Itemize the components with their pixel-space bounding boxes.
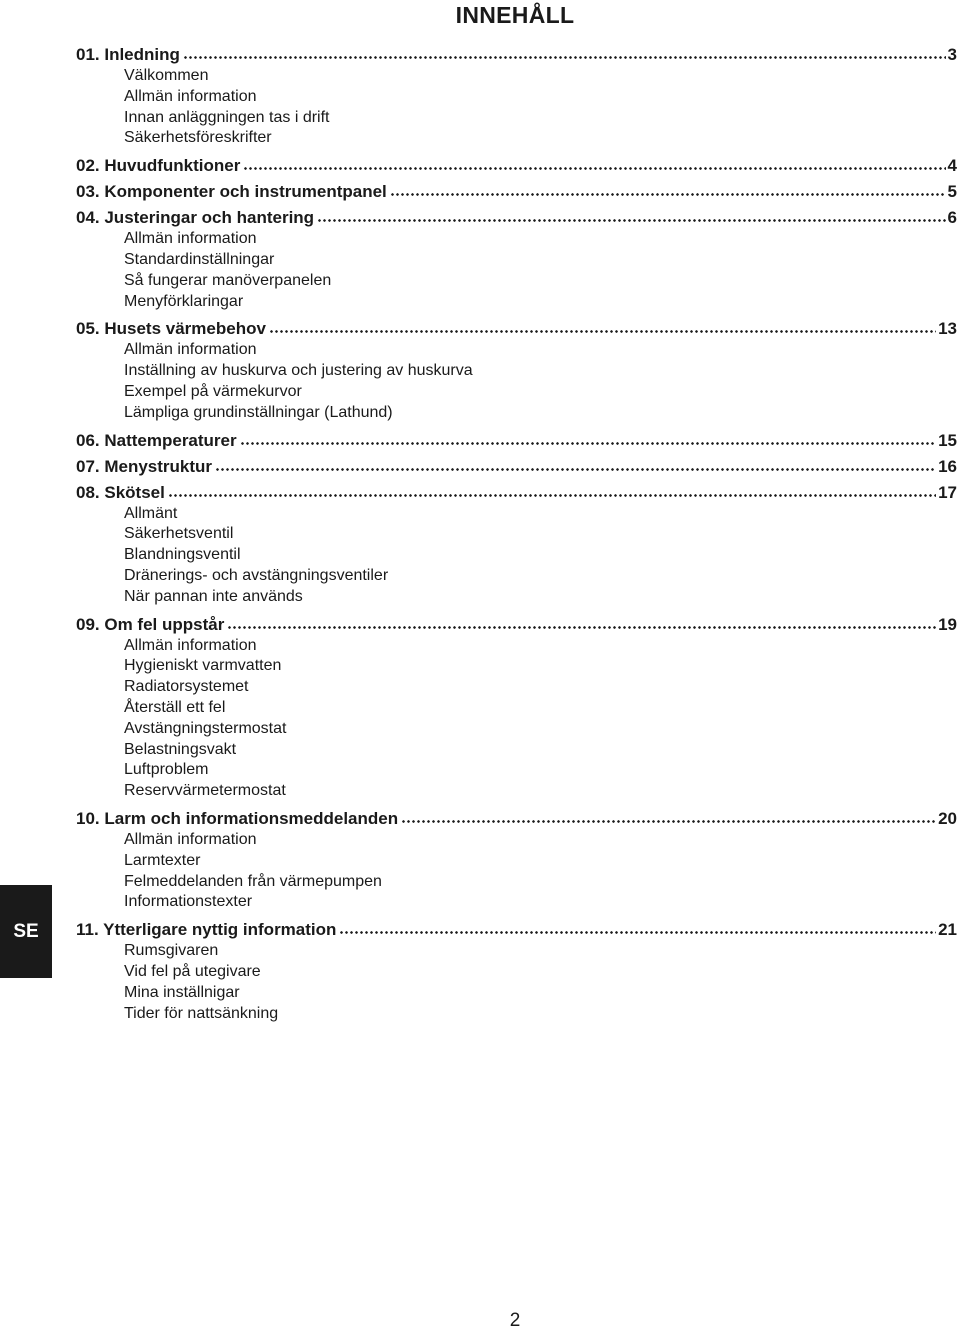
toc-subsection: Återställ ett fel (124, 698, 226, 716)
toc-subsection: Allmän information (124, 341, 257, 359)
toc-subsection-list (76, 229, 957, 312)
toc-dot-leader (401, 818, 936, 825)
toc-subsection: Informationstexter (124, 893, 253, 911)
toc-section-label: 10. Larm och informationsmeddelanden (76, 808, 399, 828)
toc-subsection: Allmän information (124, 87, 257, 105)
toc-subsection-list (76, 66, 957, 149)
toc-section-row[interactable] (76, 610, 957, 636)
toc-section-row[interactable] (76, 426, 957, 452)
toc-dot-leader (168, 492, 936, 499)
toc-page-number: 15 (938, 430, 957, 450)
toc-subsection: Mina inställnigar (124, 983, 240, 1001)
toc-section-row[interactable] (76, 203, 957, 229)
toc-section-row[interactable] (76, 915, 957, 941)
toc-dot-leader (390, 191, 946, 198)
table-of-contents (76, 40, 957, 1026)
toc-page-number: 21 (938, 920, 957, 940)
toc-dot-leader (243, 165, 945, 172)
toc-subsection: Så fungerar manöverpanelen (124, 271, 332, 289)
toc-section-row[interactable] (76, 478, 957, 504)
toc-subsection: Exempel på värmekurvor (124, 382, 302, 400)
toc-subsection: Standardinställningar (124, 250, 275, 268)
toc-subsection: Lämpliga grundinställningar (Lathund) (124, 403, 393, 421)
toc-subsection: Inställning av huskurva och justering av huskurva (124, 362, 473, 380)
toc-subsection: Avstängningstermostat (124, 719, 287, 737)
toc-subsection: Innan anläggningen tas i drift (124, 108, 330, 126)
toc-subsection: Välkommen (124, 67, 209, 84)
page-title: INNEHÅLL (455, 2, 575, 28)
language-tab: SE (0, 885, 52, 978)
toc-dot-leader (339, 929, 936, 936)
toc-section-label: 03. Komponenter och instrumentpanel (76, 182, 387, 202)
toc-section-label: 04. Justeringar och hantering (76, 208, 315, 228)
toc-section-label: 01. Inledning (76, 45, 180, 64)
toc-subsection: Tider för nattsänkning (124, 1004, 279, 1022)
toc-page-number: 16 (938, 456, 957, 476)
toc-page-number: 13 (938, 319, 957, 339)
page-number: 2 (509, 1310, 521, 1331)
toc-section-row[interactable] (76, 804, 957, 830)
toc-page-number: 19 (938, 614, 957, 634)
toc-subsection-list (76, 941, 957, 1024)
toc-subsection: Menyförklaringar (124, 292, 244, 310)
toc-page-number: 17 (938, 482, 957, 502)
toc-section-label: 08. Skötsel (76, 482, 165, 502)
toc-dot-leader (317, 217, 945, 224)
toc-dot-leader (269, 328, 936, 335)
toc-subsection: Allmän information (124, 636, 257, 654)
toc-subsection: Säkerhetsföreskrifter (124, 129, 272, 147)
toc-section-label: 06. Nattemperaturer (76, 430, 237, 450)
toc-subsection: Säkerhetsventil (124, 525, 234, 543)
toc-section-row[interactable] (76, 40, 957, 66)
toc-dot-leader (215, 466, 936, 473)
toc-subsection: Radiatorsystemet (124, 678, 249, 696)
toc-subsection: Rumsgivaren (124, 942, 219, 960)
toc-subsection: Blandningsventil (124, 546, 241, 564)
toc-section-label: 09. Om fel uppstår (76, 614, 225, 634)
toc-page-number: 20 (938, 808, 957, 828)
toc-subsection: Allmänt (124, 504, 178, 522)
toc-page-number: 4 (947, 156, 957, 176)
toc-subsection: Allmän information (124, 230, 257, 248)
toc-section-label: 07. Menystruktur (76, 456, 213, 476)
toc-subsection: Larmtexter (124, 851, 201, 869)
toc-subsection: Dränerings- och avstängningsventiler (124, 566, 389, 584)
toc-page-number: 5 (947, 182, 957, 202)
toc-subsection: Luftproblem (124, 761, 209, 779)
toc-section-row[interactable] (76, 177, 957, 203)
toc-subsection-list (76, 340, 957, 423)
toc-section-row[interactable] (76, 151, 957, 177)
toc-section-label: 05. Husets värmebehov (76, 319, 266, 339)
toc-dot-leader (227, 624, 936, 631)
toc-subsection-list (76, 504, 957, 608)
toc-subsection: När pannan inte används (124, 587, 303, 605)
toc-subsection: Felmeddelanden från värmepumpen (124, 872, 382, 890)
toc-subsection: Allmän information (124, 830, 257, 848)
toc-subsection: Reservvärmetermostat (124, 782, 286, 800)
toc-subsection: Belastningsvakt (124, 740, 237, 758)
toc-page-number: 3 (947, 45, 957, 64)
toc-dot-leader (183, 54, 946, 61)
toc-section-label: 02. Huvudfunktioner (76, 156, 241, 176)
toc-section-row[interactable] (76, 314, 957, 340)
toc-subsection: Hygieniskt varmvatten (124, 657, 282, 675)
toc-subsection-list (76, 636, 957, 802)
toc-section-row[interactable] (76, 452, 957, 478)
toc-dot-leader (240, 440, 936, 447)
toc-section-label: 11. Ytterligare nyttig information (76, 920, 337, 940)
toc-subsection-list (76, 830, 957, 913)
toc-page-number: 6 (947, 208, 957, 228)
toc-subsection: Vid fel på utegivare (124, 962, 261, 980)
